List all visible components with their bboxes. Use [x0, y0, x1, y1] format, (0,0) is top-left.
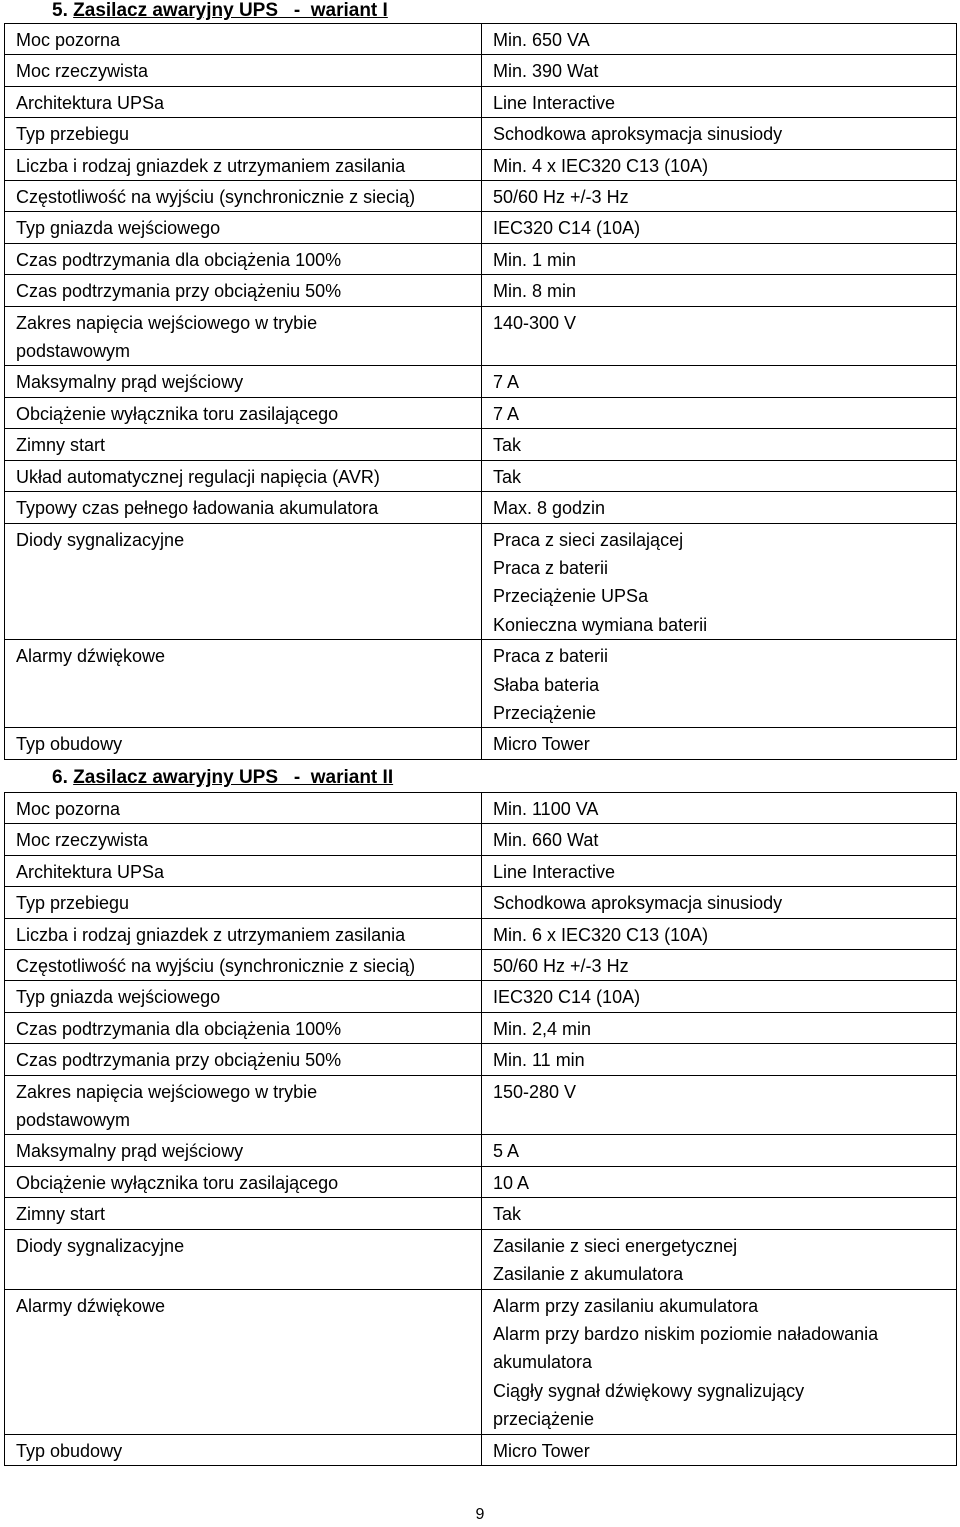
- spec-label: [5, 1044, 482, 1075]
- spec-label-line: Moc pozorna: [16, 30, 121, 50]
- spec-value-line: Min. 4 x IEC320 C13 (10A): [493, 155, 709, 176]
- spec-value-line: Min. 8 min: [493, 281, 577, 302]
- spec-label: [5, 243, 482, 274]
- spec-value: [482, 1289, 957, 1434]
- spec-label-line: Zakres napięcia wejściowego w trybie: [16, 312, 318, 333]
- spec-value: [482, 460, 957, 491]
- spec-label-line: Typowy czas pełnego ładowania akumulatora: [16, 498, 379, 519]
- spec-row: [5, 1135, 957, 1166]
- spec-table-1: [4, 23, 957, 760]
- spec-value-line: Min. 390 Wat: [493, 61, 599, 82]
- spec-label: [5, 1075, 482, 1135]
- spec-value: [482, 887, 957, 918]
- spec-row: [5, 429, 957, 460]
- spec-value-line: Konieczna wymiana baterii: [493, 614, 708, 635]
- spec-row: [5, 24, 957, 55]
- spec-value-line: Tak: [493, 1204, 522, 1225]
- spec-row: [5, 492, 957, 523]
- spec-value-line: Min. 650 VA: [493, 30, 590, 50]
- spec-row: [5, 306, 957, 366]
- spec-label-line: Zimny start: [16, 1204, 106, 1225]
- spec-label: [5, 793, 482, 824]
- spec-value: [482, 397, 957, 428]
- spec-label-line: Zimny start: [16, 435, 106, 456]
- spec-value-line: 50/60 Hz +/-3 Hz: [493, 187, 629, 208]
- spec-row: [5, 118, 957, 149]
- spec-value: [482, 855, 957, 886]
- spec-label-line: Częstotliwość na wyjściu (synchronicznie z siecią): [16, 187, 416, 208]
- spec-value: [482, 1044, 957, 1075]
- spec-value: [482, 429, 957, 460]
- spec-label: [5, 1198, 482, 1229]
- spec-row: [5, 640, 957, 728]
- spec-label-line: Obciążenie wyłącznika toru zasilającego: [16, 1172, 339, 1193]
- spec-row: [5, 950, 957, 981]
- spec-label-line: Typ obudowy: [16, 734, 123, 755]
- spec-value-line: Min. 2,4 min: [493, 1018, 592, 1039]
- section-title-1: [52, 0, 388, 22]
- spec-value-line: Zasilanie z sieci energetycznej: [493, 1235, 738, 1256]
- spec-label: [5, 728, 482, 759]
- spec-label-line: Czas podtrzymania przy obciążeniu 50%: [16, 281, 342, 302]
- spec-label-line: podstawowym: [16, 341, 131, 362]
- spec-row: [5, 981, 957, 1012]
- spec-label: [5, 523, 482, 640]
- spec-value: [482, 118, 957, 149]
- spec-label-line: Typ przebiegu: [16, 124, 130, 145]
- spec-value: [482, 640, 957, 728]
- spec-value-line: Min. 6 x IEC320 C13 (10A): [493, 924, 709, 945]
- spec-label-line: Diody sygnalizacyjne: [16, 529, 185, 550]
- spec-row: [5, 212, 957, 243]
- spec-row: [5, 1229, 957, 1289]
- spec-label-line: Maksymalny prąd wejściowy: [16, 372, 244, 393]
- page-number: 9: [475, 1506, 485, 1523]
- spec-label: [5, 397, 482, 428]
- section-number: 6.: [52, 767, 68, 788]
- spec-row: [5, 1166, 957, 1197]
- spec-value-line: Line Interactive: [493, 92, 616, 113]
- spec-value-line: 7 A: [493, 403, 520, 424]
- section-title-text: Zasilacz awaryjny UPS - wariant II: [73, 767, 394, 788]
- spec-label-line: Typ przebiegu: [16, 893, 130, 914]
- spec-row: [5, 1075, 957, 1135]
- section-title-text: Zasilacz awaryjny UPS - wariant I: [73, 0, 388, 21]
- spec-label-line: Moc rzeczywista: [16, 830, 149, 851]
- spec-value-line: Alarm przy bardzo niskim poziomie naładowania: [493, 1323, 879, 1344]
- spec-value-line: Praca z baterii: [493, 557, 609, 578]
- spec-label: [5, 855, 482, 886]
- spec-row: [5, 793, 957, 824]
- spec-value-line: 7 A: [493, 372, 520, 393]
- spec-label: [5, 981, 482, 1012]
- spec-label: [5, 149, 482, 180]
- spec-row: [5, 523, 957, 640]
- spec-label-line: Architektura UPSa: [16, 861, 165, 882]
- spec-row: [5, 824, 957, 855]
- spec-value-line: IEC320 C14 (10A): [493, 987, 641, 1008]
- spec-label: [5, 181, 482, 212]
- spec-value-line: Słaba bateria: [493, 674, 600, 695]
- spec-value: [482, 1075, 957, 1135]
- spec-label: [5, 86, 482, 117]
- spec-value: [482, 523, 957, 640]
- spec-label: [5, 1135, 482, 1166]
- spec-value: [482, 918, 957, 949]
- section-number: 5.: [52, 0, 68, 21]
- spec-label: [5, 306, 482, 366]
- spec-label: [5, 918, 482, 949]
- spec-row: [5, 243, 957, 274]
- spec-label: [5, 1166, 482, 1197]
- section-title-2: [52, 767, 393, 789]
- spec-label: [5, 1229, 482, 1289]
- spec-value-line: Przeciążenie UPSa: [493, 586, 649, 607]
- spec-value-line: Praca z sieci zasilającej: [493, 529, 684, 550]
- spec-row: [5, 1198, 957, 1229]
- spec-value-line: 10 A: [493, 1172, 530, 1193]
- spec-label-line: Czas podtrzymania dla obciążenia 100%: [16, 249, 342, 270]
- spec-value-line: Min. 660 Wat: [493, 830, 599, 851]
- spec-row: [5, 855, 957, 886]
- spec-row: [5, 918, 957, 949]
- spec-value: [482, 1198, 957, 1229]
- spec-label: [5, 1434, 482, 1465]
- spec-label: [5, 24, 482, 55]
- spec-value-line: Line Interactive: [493, 861, 616, 882]
- spec-label: [5, 118, 482, 149]
- spec-value: [482, 1229, 957, 1289]
- spec-value-line: Alarm przy zasilaniu akumulatora: [493, 1295, 759, 1316]
- spec-value: [482, 981, 957, 1012]
- spec-row: [5, 55, 957, 86]
- spec-row: [5, 149, 957, 180]
- spec-row: [5, 397, 957, 428]
- spec-label-line: Liczba i rodzaj gniazdek z utrzymaniem zasilania: [16, 924, 406, 945]
- spec-value: [482, 181, 957, 212]
- spec-value-line: Schodkowa aproksymacja sinusiody: [493, 893, 783, 914]
- spec-label-line: Czas podtrzymania przy obciążeniu 50%: [16, 1050, 342, 1071]
- spec-row: [5, 1289, 957, 1434]
- spec-label-line: Typ gniazda wejściowego: [16, 218, 221, 239]
- spec-label-line: Alarmy dźwiękowe: [16, 646, 166, 667]
- spec-label: [5, 429, 482, 460]
- spec-table-2-body: [5, 793, 957, 1466]
- spec-label: [5, 460, 482, 491]
- spec-label-line: Moc rzeczywista: [16, 61, 149, 82]
- spec-value-line: przeciążenie: [493, 1409, 595, 1430]
- spec-value-line: Praca z baterii: [493, 646, 609, 667]
- spec-label: [5, 887, 482, 918]
- spec-value: [482, 243, 957, 274]
- spec-row: [5, 86, 957, 117]
- spec-label: [5, 492, 482, 523]
- spec-row: [5, 366, 957, 397]
- spec-value-line: Min. 1 min: [493, 249, 577, 270]
- spec-label-line: Moc pozorna: [16, 799, 121, 819]
- spec-value-line: Micro Tower: [493, 734, 590, 755]
- spec-label-line: Maksymalny prąd wejściowy: [16, 1141, 244, 1162]
- spec-label: [5, 950, 482, 981]
- spec-value-line: Zasilanie z akumulatora: [493, 1264, 684, 1285]
- spec-value: [482, 55, 957, 86]
- spec-value-line: Tak: [493, 435, 522, 456]
- spec-value-line: Max. 8 godzin: [493, 498, 606, 519]
- spec-label: [5, 212, 482, 243]
- spec-label-line: Diody sygnalizacyjne: [16, 1235, 185, 1256]
- spec-label: [5, 824, 482, 855]
- spec-value-line: Min. 1100 VA: [493, 799, 599, 819]
- spec-value-line: 150-280 V: [493, 1081, 577, 1102]
- spec-value: [482, 306, 957, 366]
- spec-value: [482, 366, 957, 397]
- spec-value: [482, 24, 957, 55]
- spec-value: [482, 492, 957, 523]
- spec-label-line: Typ gniazda wejściowego: [16, 987, 221, 1008]
- spec-label: [5, 55, 482, 86]
- spec-value: [482, 950, 957, 981]
- spec-row: [5, 460, 957, 491]
- spec-label-line: Liczba i rodzaj gniazdek z utrzymaniem zasilania: [16, 155, 406, 176]
- spec-label: [5, 275, 482, 306]
- spec-value: [482, 1166, 957, 1197]
- spec-label-line: podstawowym: [16, 1110, 131, 1131]
- spec-value-line: Micro Tower: [493, 1440, 590, 1461]
- spec-value: [482, 86, 957, 117]
- spec-row: [5, 887, 957, 918]
- spec-table-1-body: [5, 24, 957, 760]
- spec-value: [482, 1012, 957, 1043]
- spec-value: [482, 1434, 957, 1465]
- spec-value-line: IEC320 C14 (10A): [493, 218, 641, 239]
- spec-value: [482, 793, 957, 824]
- spec-label-line: Typ obudowy: [16, 1440, 123, 1461]
- spec-label-line: Czas podtrzymania dla obciążenia 100%: [16, 1018, 342, 1039]
- spec-value: [482, 149, 957, 180]
- spec-label-line: Zakres napięcia wejściowego w trybie: [16, 1081, 318, 1102]
- spec-value: [482, 275, 957, 306]
- spec-label: [5, 366, 482, 397]
- spec-label-line: Układ automatycznej regulacji napięcia (AVR): [16, 466, 380, 487]
- spec-row: [5, 181, 957, 212]
- spec-row: [5, 275, 957, 306]
- spec-row: [5, 728, 957, 759]
- spec-label-line: Obciążenie wyłącznika toru zasilającego: [16, 403, 339, 424]
- spec-value-line: Min. 11 min: [493, 1050, 585, 1071]
- spec-value: [482, 728, 957, 759]
- spec-label-line: Architektura UPSa: [16, 92, 165, 113]
- spec-value-line: Przeciążenie: [493, 702, 597, 723]
- spec-row: [5, 1012, 957, 1043]
- spec-value-line: Ciągły sygnał dźwiękowy sygnalizujący: [493, 1380, 805, 1401]
- spec-label-line: Częstotliwość na wyjściu (synchronicznie z siecią): [16, 956, 416, 977]
- spec-value-line: akumulatora: [493, 1352, 593, 1373]
- spec-label: [5, 1289, 482, 1434]
- spec-value-line: 5 A: [493, 1141, 520, 1162]
- spec-value-line: Schodkowa aproksymacja sinusiody: [493, 124, 783, 145]
- spec-row: [5, 1044, 957, 1075]
- spec-value-line: 50/60 Hz +/-3 Hz: [493, 956, 629, 977]
- spec-value-line: 140-300 V: [493, 312, 577, 333]
- spec-row: [5, 1434, 957, 1465]
- spec-table-2: [4, 792, 957, 1466]
- spec-label: [5, 640, 482, 728]
- spec-value: [482, 1135, 957, 1166]
- spec-label-line: Alarmy dźwiękowe: [16, 1295, 166, 1316]
- spec-value: [482, 212, 957, 243]
- spec-label: [5, 1012, 482, 1043]
- spec-value-line: Tak: [493, 466, 522, 487]
- spec-value: [482, 824, 957, 855]
